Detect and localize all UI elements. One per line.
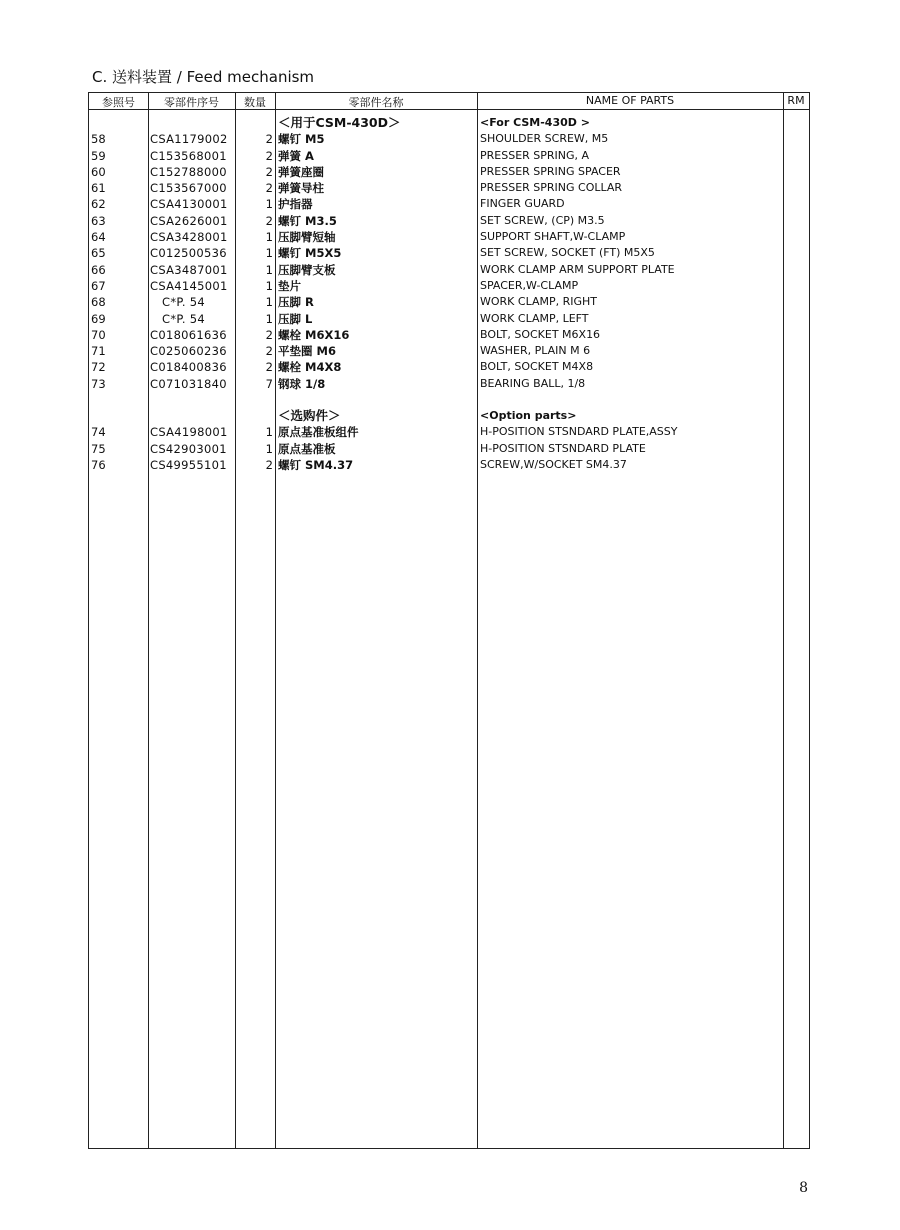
name-en-cell: BOLT, SOCKET M4X8 <box>480 360 594 374</box>
group-header-row <box>89 408 809 424</box>
name-en-cell: SET SCREW, (CP) M3.5 <box>480 213 605 227</box>
name-en-cell: <For CSM-430D > <box>480 116 590 129</box>
ref-cell: 62 <box>91 197 106 212</box>
ref-cell: 74 <box>91 425 106 440</box>
ref-cell: 76 <box>91 457 106 472</box>
header-name-cn: 零部件名称 <box>348 96 404 109</box>
ref-cell: 64 <box>91 230 106 245</box>
name-en-cell: WORK CLAMP, LEFT <box>480 311 589 325</box>
ref-cell: 60 <box>91 164 106 179</box>
name-en-cell: BOLT, SOCKET M6X16 <box>480 327 601 341</box>
name-cn-cell: 弹簧导柱 <box>278 181 324 196</box>
part-number-cell: CSA1179002 <box>150 132 228 147</box>
name-cn-cell: 钢球 1/8 <box>278 376 326 391</box>
table-row <box>89 343 809 359</box>
table-row <box>89 311 809 327</box>
ref-cell: 75 <box>91 441 106 456</box>
table-row <box>89 294 809 310</box>
ref-cell: 61 <box>91 181 106 196</box>
table-row <box>89 262 809 278</box>
table-row <box>89 424 809 440</box>
quantity-cell: 2 <box>265 148 273 163</box>
group-header-row <box>89 115 809 131</box>
quantity-cell: 1 <box>265 425 273 440</box>
name-cn-cell: 平垫圈 M6 <box>278 344 336 359</box>
name-cn-cell: 螺钉 M3.5 <box>278 213 337 228</box>
table-row <box>89 148 809 164</box>
quantity-cell: 2 <box>265 181 273 196</box>
name-en-cell: H-POSITION STSNDARD PLATE <box>480 441 646 455</box>
quantity-cell: 1 <box>265 441 273 456</box>
name-cn-cell: 弹簧 A <box>278 148 314 163</box>
part-number-cell: CSA3428001 <box>150 230 228 245</box>
ref-cell: 73 <box>91 376 106 391</box>
ref-cell: 72 <box>91 360 106 375</box>
quantity-cell: 2 <box>265 132 273 147</box>
name-en-cell: SHOULDER SCREW, M5 <box>480 132 609 146</box>
page-title: C. 送料装置 / Feed mechanism <box>92 68 315 86</box>
name-en-cell: WASHER, PLAIN M 6 <box>480 344 591 358</box>
ref-cell: 66 <box>91 262 106 277</box>
quantity-cell: 2 <box>265 344 273 359</box>
name-cn-cell: 原点基准板组件 <box>278 425 359 440</box>
table-row <box>89 359 809 375</box>
table-row <box>89 245 809 261</box>
table-row <box>89 164 809 180</box>
table-row <box>89 441 809 457</box>
part-number-cell: CSA4198001 <box>150 425 228 440</box>
ref-cell: 63 <box>91 213 106 228</box>
name-cn-cell: ＜用于CSM-430D＞ <box>278 115 401 130</box>
name-en-cell: H-POSITION STSNDARD PLATE,ASSY <box>480 425 678 439</box>
quantity-cell: 1 <box>265 295 273 310</box>
name-en-cell: WORK CLAMP ARM SUPPORT PLATE <box>480 262 675 276</box>
header-part-no: 零部件序号 <box>164 96 219 109</box>
table-row <box>89 376 809 392</box>
table-header <box>89 93 809 110</box>
name-cn-cell: 压脚臂支板 <box>278 262 336 277</box>
quantity-cell: 1 <box>265 246 273 261</box>
part-number-cell: CSA3487001 <box>150 262 228 277</box>
part-number-cell: C071031840 <box>150 376 227 391</box>
header-rm: RM <box>787 94 805 107</box>
name-en-cell: PRESSER SPRING, A <box>480 148 590 162</box>
part-number-cell: C025060236 <box>150 344 227 359</box>
part-number-cell: C012500536 <box>150 246 227 261</box>
name-en-cell: SET SCREW, SOCKET (FT) M5X5 <box>480 246 655 260</box>
table-row <box>89 278 809 294</box>
ref-cell: 71 <box>91 344 106 359</box>
ref-cell: 69 <box>91 311 106 326</box>
quantity-cell: 1 <box>265 262 273 277</box>
name-cn-cell: 原点基准板 <box>278 441 336 456</box>
name-en-cell: <Option parts> <box>480 409 577 423</box>
name-cn-cell: 护指器 <box>278 197 313 212</box>
part-number-cell: C*P. 54 <box>162 311 205 326</box>
header-qty: 数量 <box>244 96 266 109</box>
part-number-cell: C018061636 <box>150 327 227 342</box>
ref-cell: 70 <box>91 327 106 342</box>
ref-cell: 67 <box>91 278 106 293</box>
name-cn-cell: 螺钉 M5X5 <box>278 246 342 261</box>
ref-cell: 58 <box>91 132 106 147</box>
quantity-cell: 2 <box>265 213 273 228</box>
name-cn-cell: 压脚 L <box>278 311 313 326</box>
header-ref: 参照号 <box>102 96 135 109</box>
table-row <box>89 229 809 245</box>
quantity-cell: 1 <box>265 311 273 326</box>
quantity-cell: 2 <box>265 327 273 342</box>
name-cn-cell: 螺钉 SM4.37 <box>278 457 354 472</box>
quantity-cell: 1 <box>265 278 273 293</box>
quantity-cell: 1 <box>265 230 273 245</box>
table-row <box>89 213 809 229</box>
table-row <box>89 457 809 473</box>
name-en-cell: PRESSER SPRING SPACER <box>480 164 621 178</box>
table-row <box>89 392 809 408</box>
name-cn-cell: 螺栓 M6X16 <box>278 327 350 342</box>
table-row <box>89 180 809 196</box>
quantity-cell: 2 <box>265 164 273 179</box>
part-number-cell: CSA4130001 <box>150 197 228 212</box>
table-row <box>89 196 809 212</box>
name-en-cell: WORK CLAMP, RIGHT <box>480 295 597 309</box>
name-cn-cell: 弹簧座圈 <box>278 164 324 179</box>
ref-cell: 65 <box>91 246 106 261</box>
name-en-cell: BEARING BALL, 1/8 <box>480 376 586 390</box>
name-en-cell: SUPPORT SHAFT,W-CLAMP <box>480 230 626 244</box>
part-number-cell: CSA2626001 <box>150 213 228 228</box>
part-number-cell: C018400836 <box>150 360 227 375</box>
ref-cell: 68 <box>91 295 106 310</box>
quantity-cell: 2 <box>265 457 273 472</box>
quantity-cell: 7 <box>265 376 273 391</box>
part-number-cell: C153568001 <box>150 148 227 163</box>
name-cn-cell: ＜选购件＞ <box>278 408 341 424</box>
parts-table <box>88 92 810 1149</box>
table-body <box>89 115 809 473</box>
page-number: 8 <box>799 1180 808 1196</box>
part-number-cell: C152788000 <box>150 164 227 179</box>
table-row <box>89 131 809 147</box>
name-cn-cell: 螺钉 M5 <box>278 132 325 147</box>
table-row <box>89 327 809 343</box>
name-cn-cell: 垫片 <box>278 278 301 293</box>
header-name-en: NAME OF PARTS <box>585 94 675 107</box>
name-en-cell: SPACER,W-CLAMP <box>480 278 579 292</box>
part-number-cell: CS49955101 <box>150 457 227 472</box>
name-en-cell: FINGER GUARD <box>480 197 565 211</box>
name-en-cell: SCREW,W/SOCKET SM4.37 <box>480 457 627 471</box>
quantity-cell: 2 <box>265 360 273 375</box>
name-cn-cell: 螺栓 M4X8 <box>278 360 342 375</box>
part-number-cell: CS42903001 <box>150 441 227 456</box>
name-cn-cell: 压脚 R <box>278 295 314 310</box>
quantity-cell: 1 <box>265 197 273 212</box>
name-en-cell: PRESSER SPRING COLLAR <box>480 181 623 195</box>
ref-cell: 59 <box>91 148 106 163</box>
part-number-cell: CSA4145001 <box>150 278 228 293</box>
part-number-cell: C*P. 54 <box>162 295 205 310</box>
name-cn-cell: 压脚臂短轴 <box>278 230 336 245</box>
part-number-cell: C153567000 <box>150 181 227 196</box>
